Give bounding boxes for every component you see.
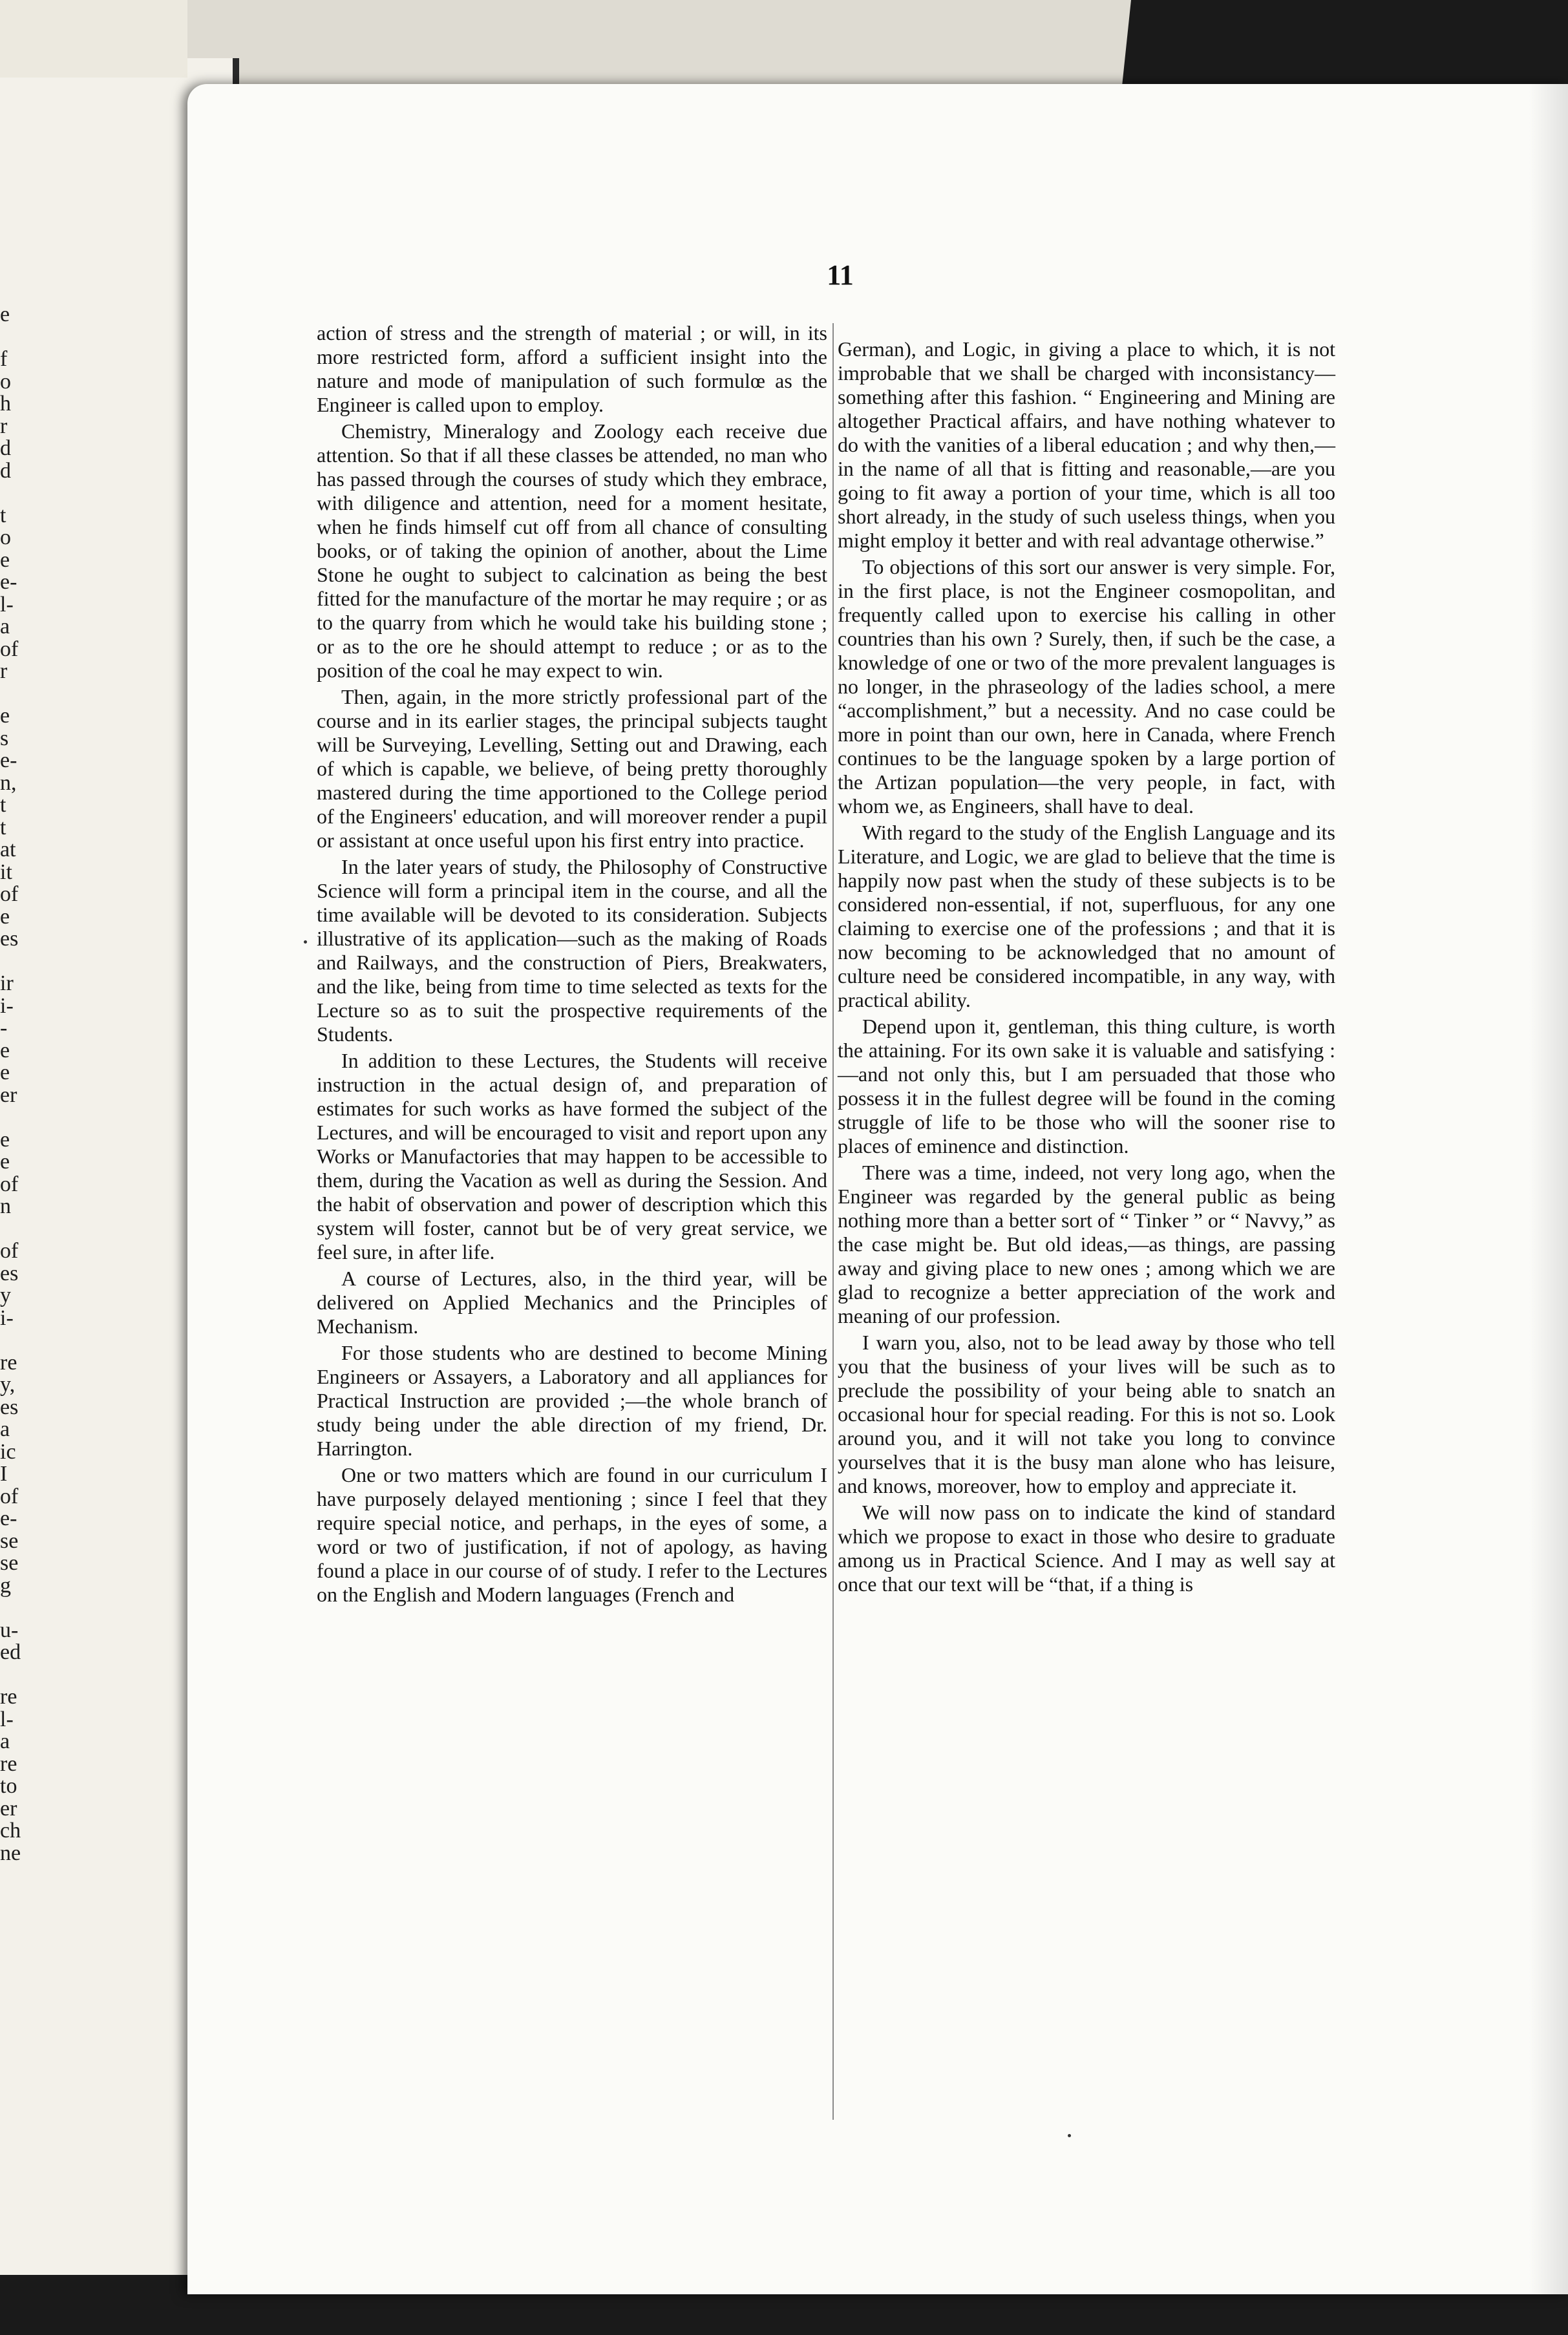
paragraph: To objections of this sort our answer is very simple. For, in the first place, is not the Engineer cosmopolitan, and frequently called upon to exercise his calling in other countries than his own ? Surely, then, if such be the case, a knowledge of one or two of the more prevalent languages is no longer, in the phraseology of the ladies school, a mere “accomplishment,” but a necessity. And no case could be more in point than our own, here in Canada, where French continues to be the language spoken by a large portion of the Artizan population—the very people, in fact, with whom we, as Engineers, shall have to deal.	[838, 555, 1335, 818]
margin-fragment: a	[0, 1729, 10, 1753]
margin-fragment: r	[0, 414, 8, 438]
paragraph: action of stress and the strength of material ; or will, in its more restricted form, afford a sufficient insight into the nature and mode of manipulation of such formulœ as the Engineer is called upon to employ.	[317, 321, 827, 416]
margin-fragment: re	[0, 1751, 17, 1776]
right-text-column	[838, 337, 1335, 1596]
margin-fragment: of	[0, 882, 19, 906]
paragraph: German), and Logic, in giving a place to which, it is not improbable that we shall be charged with inconsistancy—something after this fashion. “ Engineering and Mining are altogether Practical affairs, and have nothing whatever to do with the vanities of a liberal education ; and why then,—in the name of all that is fitting and reasonable,—are you going to fit away a portion of your time, which is all too short already, in the study of such useless things, when you might employ it better and with real advantage otherwise.”	[838, 337, 1335, 552]
margin-fragment: n	[0, 1194, 11, 1218]
margin-fragment: es	[0, 927, 19, 951]
left-text-column	[317, 321, 827, 1607]
margin-fragment	[0, 1106, 19, 1129]
previous-page-text-fragments	[0, 304, 19, 1865]
margin-fragment: e	[0, 547, 10, 572]
margin-fragment: e	[0, 1038, 10, 1062]
margin-fragment: l-	[0, 1707, 14, 1731]
margin-fragment	[0, 1597, 19, 1620]
margin-fragment: es	[0, 1261, 19, 1285]
paragraph: Depend upon it, gentleman, this thing culture, is worth the attaining. For its own sake it is valuable and satisfying :—and not only this, but I am persuaded that those who possess it in the fullest degree will be found in the coming struggle of life to be those who will the sooner rise to places of eminence and distinction.	[838, 1015, 1335, 1157]
ink-speck	[304, 940, 307, 944]
paragraph: There was a time, indeed, not very long ago, when the Engineer was regarded by the general public as being nothing more than a better sort of “ Tinker ” or “ Navvy,” as the case might be. But old ideas,—as things, are passing away and giving place to new ones ; among which we are glad to recognize a better appreciation of the work and meaning of our profession.	[838, 1161, 1335, 1327]
paragraph: I warn you, also, not to be lead away by those who tell you that the business of your lives will be such as to preclude the possibility of your being able to snatch an occasional hour for special reading. For this is not so. Look around you, and it will not take you long to convince yourselves that it is the busy man alone who has leisure, and knows, moreover, how to employ and appreciate it.	[838, 1331, 1335, 1497]
margin-fragment: ne	[0, 1841, 21, 1865]
margin-fragment: t	[0, 503, 6, 527]
margin-fragment	[0, 482, 19, 505]
paragraph: In the later years of study, the Philosophy of Constructive Science will form a principal item in the course, and all the time available will be devoted to its consideration. Subjects illustrative of its application—such as the making of Roads and Railways, and the construction of Piers, Breakwaters, and the like, being from time to time selected as texts for the Lecture so as to suit the prospective requirements of the Students.	[317, 855, 827, 1046]
margin-fragment	[0, 951, 19, 973]
margin-fragment: i-	[0, 993, 14, 1018]
margin-fragment: of	[0, 1484, 19, 1508]
margin-fragment: a	[0, 1417, 10, 1441]
adjacent-page-top-edge	[165, 0, 1131, 90]
margin-fragment: r	[0, 659, 8, 683]
margin-fragment: h	[0, 392, 11, 416]
margin-fragment: -	[0, 1016, 8, 1040]
margin-fragment: f	[0, 347, 8, 371]
margin-fragment: se	[0, 1528, 19, 1553]
paragraph: With regard to the study of the English Language and its Literature, and Logic, we are glad to believe that the time is happily now past when the study of these subjects is to be considered non-essential, if not, superfluous, for any one claiming to exercise one of the professions ; and that it is now becoming to be acknowledged that no amount of culture need be considered incompatible, in any way, with practical ability.	[838, 821, 1335, 1011]
margin-fragment: I	[0, 1462, 8, 1486]
paragraph: A course of Lectures, also, in the third year, will be delivered on Applied Mechanics and the Principles of Mechanism.	[317, 1267, 827, 1338]
paragraph: In addition to these Lectures, the Students will receive instruction in the actual design of, and preparation of estimates for such works as have formed the subject of the Lectures, and will be encouraged to visit and report upon any Works or Manufactories that may happen to be accessible to them, during the Vacation as well as during the Session. And the habit of observation and power of description which this system will foster, cannot but be of very great service, we feel sure, in after life.	[317, 1049, 827, 1263]
margin-fragment: o	[0, 525, 11, 549]
margin-fragment: es	[0, 1395, 19, 1419]
paragraph: Chemistry, Mineralogy and Zoology each receive due attention. So that if all these classes be attended, no man who has passed through the courses of study which they embrace, with diligence and attention, need for a moment hesitate, when he finds himself cut off from all chance of consulting books, or of taking the opinion of another, about the Lime Stone he ought to subject to calcination as being the best fitted for the manufacture of the mortar he may require ; or as to the quarry from which he would take his building stone ; or as to the ore he should attempt to reduce ; or as to the position of the coal he may expect to win.	[317, 419, 827, 682]
paragraph: Then, again, in the more strictly professional part of the course and in its earlier stages, the principal subjects taught will be Surveying, Levelling, Setting out and Drawing, each of which is capable, we believe, of being pretty thoroughly mastered during the time apportioned to the College period of the Engineers' education, and will moreover render a pupil or assistant at once useful upon his first entry into practice.	[317, 685, 827, 852]
margin-fragment: ch	[0, 1819, 21, 1843]
ink-speck	[1068, 2134, 1071, 2137]
column-divider	[832, 323, 834, 2120]
margin-fragment: i-	[0, 1305, 14, 1330]
paragraph: We will now pass on to indicate the kind of standard which we propose to exact in those who desire to graduate among us in Practical Science. And I may as well say at once that our text will be “that, if a thing is	[838, 1501, 1335, 1596]
margin-fragment: y,	[0, 1373, 16, 1397]
margin-fragment: g	[0, 1573, 11, 1598]
margin-fragment: e-	[0, 748, 17, 772]
margin-fragment: a	[0, 615, 10, 639]
margin-fragment: of	[0, 1239, 19, 1263]
margin-fragment: it	[0, 860, 12, 884]
page-number: 11	[827, 259, 854, 291]
margin-fragment: of	[0, 1172, 19, 1196]
margin-fragment	[0, 683, 19, 706]
margin-fragment: re	[0, 1350, 17, 1375]
previous-page-top-strip	[0, 0, 187, 78]
margin-fragment: d	[0, 436, 11, 460]
margin-fragment: d	[0, 458, 11, 483]
margin-fragment: e	[0, 1150, 10, 1174]
margin-fragment: e	[0, 302, 10, 326]
margin-fragment: se	[0, 1551, 19, 1575]
margin-fragment: ir	[0, 971, 14, 995]
paragraph: For those students who are destined to become Mining Engineers or Assayers, a Laboratory and all appliances for Practical Instruction are provided ;—the whole branch of study being under the able direction of my friend, Dr. Harrington.	[317, 1341, 827, 1460]
margin-fragment: s	[0, 726, 9, 750]
margin-fragment	[0, 1218, 19, 1241]
paragraph: One or two matters which are found in our curriculum I have purposely delayed mentioning ; since I feel that they require special notice, and perhaps, in the eyes of some, a word or two of justification, if not of apology, as having found a place in our course of of study. I refer to the Lectures on the English and Modern languages (French and	[317, 1463, 827, 1606]
margin-fragment: t	[0, 793, 6, 817]
margin-fragment: n,	[0, 770, 17, 795]
margin-fragment: t	[0, 815, 6, 840]
margin-fragment: at	[0, 838, 16, 861]
margin-fragment: o	[0, 369, 11, 394]
margin-fragment: ic	[0, 1439, 16, 1464]
margin-fragment: to	[0, 1774, 17, 1798]
margin-fragment: ed	[0, 1640, 21, 1664]
margin-fragment	[0, 1329, 19, 1352]
margin-fragment: u-	[0, 1618, 19, 1642]
margin-fragment: re	[0, 1685, 17, 1709]
margin-fragment: er	[0, 1796, 17, 1821]
page-edge-shadow	[1529, 84, 1568, 2294]
margin-fragment: e-	[0, 570, 17, 594]
margin-fragment: e-	[0, 1506, 17, 1530]
margin-fragment: e	[0, 904, 10, 929]
margin-fragment: e	[0, 1127, 10, 1152]
margin-fragment: of	[0, 637, 19, 661]
margin-fragment: l-	[0, 592, 14, 617]
margin-fragment: e	[0, 1061, 10, 1084]
margin-fragment	[0, 1664, 19, 1687]
margin-fragment	[0, 326, 19, 349]
margin-fragment: y	[0, 1284, 11, 1307]
margin-fragment: er	[0, 1083, 17, 1107]
margin-fragment: e	[0, 704, 10, 728]
